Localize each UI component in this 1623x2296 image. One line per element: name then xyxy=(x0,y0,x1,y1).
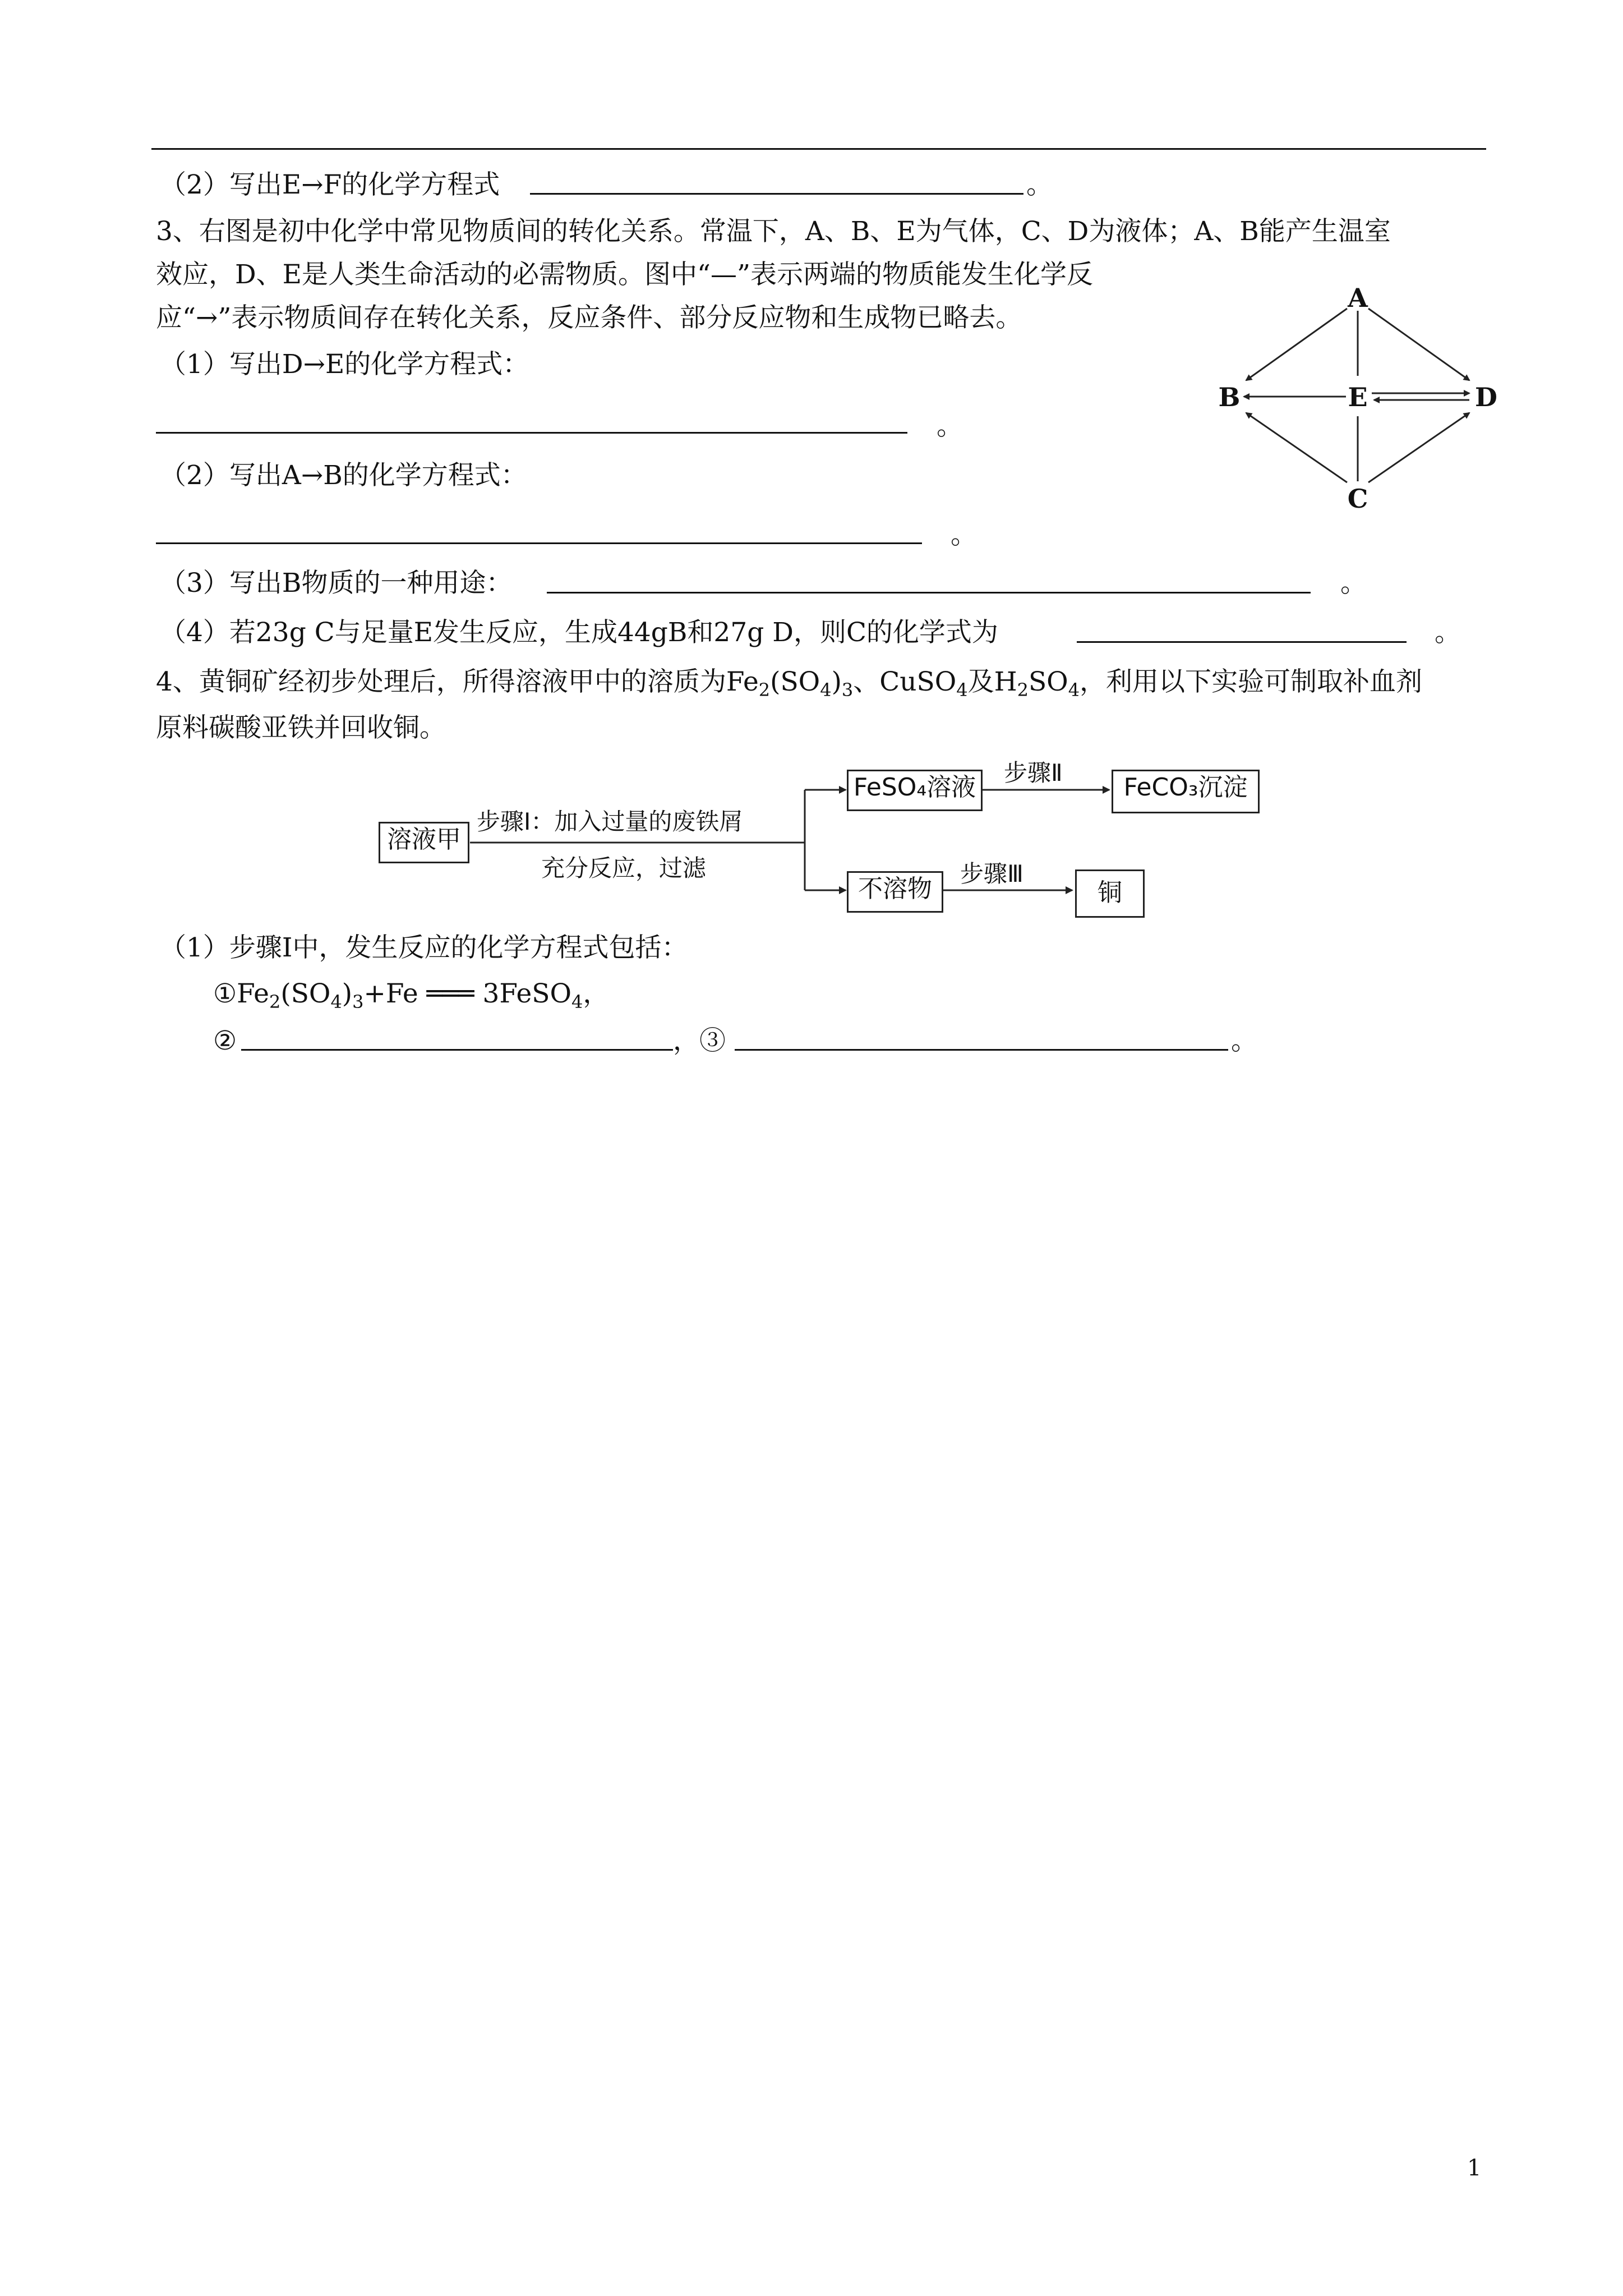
header-rule xyxy=(151,148,1486,150)
q4-eq1: $①Fe_2(SO_4)_3+Fe$ ═══ 3FeSO$_4$， xyxy=(213,978,610,1013)
q3-sub1-blank[interactable] xyxy=(156,432,907,434)
flow-step2-label: 步骤Ⅱ xyxy=(1004,759,1063,786)
q3-sub2-end: 。 xyxy=(951,519,977,550)
q3-sub4-blank[interactable] xyxy=(1077,641,1407,643)
q3-sub4-end: 。 xyxy=(1435,617,1461,648)
node-c: C xyxy=(1347,484,1368,514)
q4-sub1-prompt: （1）步骤Ⅰ中，发生反应的化学方程式包括： xyxy=(160,932,688,963)
flow-step3-label: 步骤Ⅲ xyxy=(960,860,1023,887)
q4-eq3-blank[interactable] xyxy=(735,1049,1228,1051)
flow-box-feco3: FeCO₃沉淀 xyxy=(1112,770,1260,813)
flow-box-insoluble: 不溶物 xyxy=(847,871,943,913)
q3-sub3-end: 。 xyxy=(1340,568,1367,599)
q3-stem-line2: 效应，D、E是人类生命活动的必需物质。图中“—”表示两端的物质能发生化学反 xyxy=(156,259,1094,290)
flow-box-feso4: FeSO₄溶液 xyxy=(847,770,983,811)
q4-eq-end: 。 xyxy=(1231,1025,1257,1056)
q4-stem-line1: 4、黄铜矿经初步处理后，所得溶液甲中的溶质为$Fe_2(SO_4)_3$、CuSO$_4$及$H_2SO_4$，利用以下实验可制取补血剂 xyxy=(156,666,1423,701)
q2-prev-end: 。 xyxy=(1026,169,1053,200)
flow-step1-bottom: 充分反应，过滤 xyxy=(541,854,707,882)
q4-eq2-label: ② xyxy=(213,1025,237,1056)
q3-sub3-prompt: （3）写出B物质的一种用途： xyxy=(160,568,513,599)
q4-stem-line2: 原料碳酸亚铁并回收铜。 xyxy=(156,712,446,743)
q3-sub1-end: 。 xyxy=(937,411,963,441)
q3-sub3-blank[interactable] xyxy=(547,592,1311,593)
node-a: A xyxy=(1348,283,1368,313)
q3-sub2-prompt: （2）写出A→B的化学方程式： xyxy=(160,460,527,491)
node-e: E xyxy=(1348,382,1368,412)
arrow-a-to-b xyxy=(1246,309,1347,380)
flow-step1-top: 步骤Ⅰ：加入过量的废铁屑 xyxy=(477,808,743,835)
arrow-c-to-d xyxy=(1368,413,1469,482)
q3-sub2-blank[interactable] xyxy=(156,542,922,544)
flow-box-copper: 铜 xyxy=(1075,869,1145,918)
flow-box-start: 溶液甲 xyxy=(379,822,469,863)
page-number: 1 xyxy=(1467,2155,1482,2181)
arrow-a-to-d xyxy=(1368,309,1469,380)
q3-stem-line3: 应“→”表示物质间存在转化关系，反应条件、部分反应物和生成物已略去。 xyxy=(156,302,1022,333)
q2-prev-prompt: （2）写出E→F的化学方程式 xyxy=(160,169,500,200)
q4-eq3-label: ，③ xyxy=(673,1025,726,1056)
node-b: B xyxy=(1218,382,1241,412)
node-d: D xyxy=(1475,382,1497,412)
arrow-c-to-b xyxy=(1246,413,1347,482)
q3-stem-line1: 3、右图是初中化学中常见物质间的转化关系。常温下，A、B、E为气体，C、D为液体；A、B能产生温室 xyxy=(156,216,1391,247)
q2-prev-blank[interactable] xyxy=(530,193,1023,195)
q3-sub4-prompt: （4）若23g C与足量E发生反应，生成44gB和27g D，则C的化学式为 xyxy=(160,617,998,648)
q3-sub1-prompt: （1）写出D→E的化学方程式： xyxy=(160,349,529,380)
q4-eq2-blank[interactable] xyxy=(241,1049,673,1051)
